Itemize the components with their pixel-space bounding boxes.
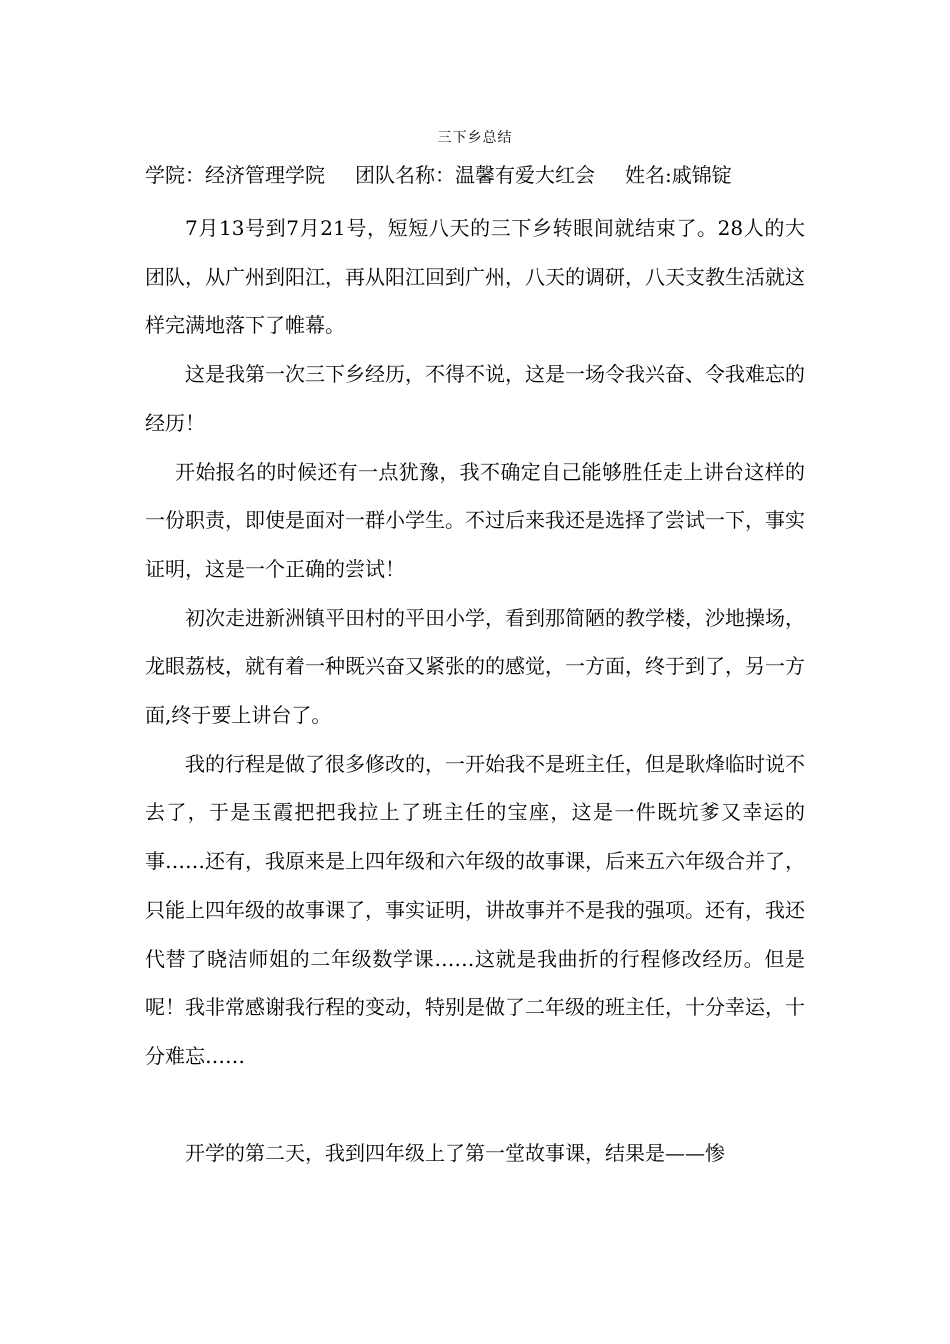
paragraph-3: 开始报名的时候还有一点犹豫，我不确定自己能够胜任走上讲台这样的一份职责，即使是面对一群小学生。不过后来我还是选择了尝试一下，事实证明，这是一个正确的尝试！ <box>145 459 805 581</box>
document-body <box>145 204 805 1178</box>
author-info-line <box>145 160 815 190</box>
document-title: 三下乡总结 <box>437 130 513 146</box>
paragraph-6: 开学的第二天，我到四年级上了第一堂故事课，结果是——惨 <box>185 1141 725 1166</box>
paragraph-5: 我的行程是做了很多修改的，一开始我不是班主任，但是耿烽临时说不去了，于是玉霞把把我拉上了班主任的宝座，这是一件既坑爹又幸运的事……还有，我原来是上四年级和六年级的故事课，后来五六年级合并了，只能上四年级的故事课了，事实证明，讲故事并不是我的强项。还有，我还代替了晓洁师姐的二年级数学课……这就是我曲折的行程修改经历。但是呢！我非常感谢我行程的变动，特别是做了二年级的班主任，十分幸运，十分难忘…… <box>145 751 805 1068</box>
paragraph-1: 7月13号到7月21号，短短八天的三下乡转眼间就结束了。28人的大团队，从广州到阳江，再从阳江回到广州，八天的调研，八天支教生活就这样完满地落下了帷幕。 <box>145 216 805 338</box>
college-label: 学院：经济管理学院 <box>145 163 325 187</box>
author-name-label: 姓名:戚锦锭 <box>625 163 732 187</box>
paragraph-2: 这是我第一次三下乡经历，不得不说，这是一场令我兴奋、令我难忘的经历！ <box>145 362 805 435</box>
team-label: 团队名称：温馨有爱大红会 <box>355 163 595 187</box>
paragraph-4: 初次走进新洲镇平田村的平田小学，看到那简陋的教学楼，沙地操场，龙眼荔枝，就有着一种既兴奋又紧张的的感觉，一方面，终于到了，另一方面,终于要上讲台了。 <box>145 605 805 728</box>
